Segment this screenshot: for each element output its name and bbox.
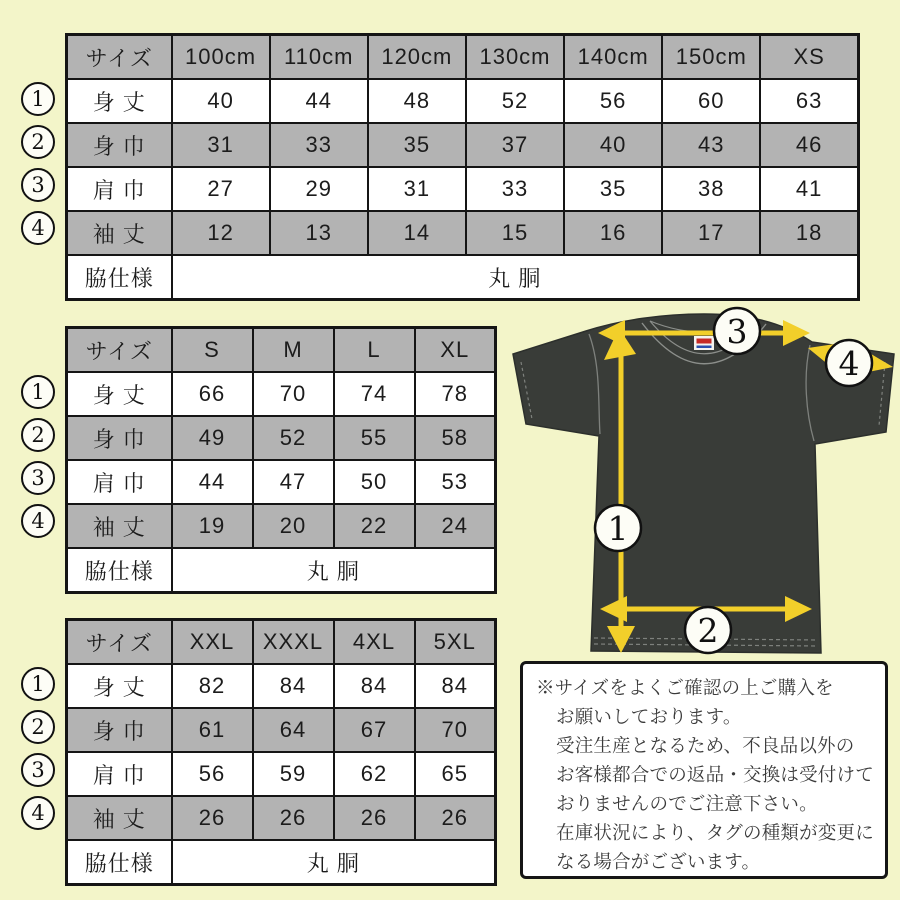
table-row [67, 752, 496, 796]
footer-value: 丸 胴 [172, 840, 496, 885]
value-cell: 63 [760, 79, 858, 123]
table-row [67, 664, 496, 708]
purchase-note [520, 661, 888, 879]
value-cell: 24 [415, 504, 496, 548]
row-label: 身 巾 [67, 416, 172, 460]
table-row [67, 167, 859, 211]
brand-tag [694, 336, 714, 350]
footer-value: 丸 胴 [172, 548, 496, 593]
purchase-note-lines [536, 673, 873, 876]
value-cell: 58 [415, 416, 496, 460]
value-cell: 13 [270, 211, 368, 255]
row-marker-1: 1 [21, 375, 55, 409]
diagram-marker-1: 1 [607, 509, 629, 548]
value-cell: 35 [368, 123, 466, 167]
header-cell: S [172, 328, 253, 373]
value-cell: 70 [253, 372, 334, 416]
header-cell: 5XL [415, 620, 496, 665]
table-row [67, 372, 496, 416]
value-cell: 22 [334, 504, 415, 548]
row-label: 身 丈 [67, 664, 172, 708]
header-cell: M [253, 328, 334, 373]
value-cell: 19 [172, 504, 253, 548]
diagram-marker-2: 2 [697, 611, 719, 650]
value-cell: 46 [760, 123, 858, 167]
row-marker-2: 2 [21, 125, 55, 159]
row-label: 肩 巾 [67, 167, 172, 211]
value-cell: 50 [334, 460, 415, 504]
diagram-marker-4: 4 [838, 344, 860, 383]
diagram-marker-3: 3 [726, 312, 748, 351]
value-cell: 33 [270, 123, 368, 167]
row-label: 肩 巾 [67, 752, 172, 796]
value-cell: 53 [415, 460, 496, 504]
table-row [67, 796, 496, 840]
table-footer-row [67, 840, 496, 885]
value-cell: 78 [415, 372, 496, 416]
row-marker-3: 3 [21, 753, 55, 787]
value-cell: 40 [172, 79, 270, 123]
row-marker-3: 3 [21, 461, 55, 495]
row-marker-3: 3 [21, 168, 55, 202]
row-label: 身 巾 [67, 708, 172, 752]
value-cell: 66 [172, 372, 253, 416]
value-cell: 65 [415, 752, 496, 796]
value-cell: 12 [172, 211, 270, 255]
value-cell: 61 [172, 708, 253, 752]
row-marker-4: 4 [21, 211, 55, 245]
value-cell: 56 [564, 79, 662, 123]
size-table-s-xl-wrap [65, 326, 497, 594]
table-row [67, 708, 496, 752]
value-cell: 40 [564, 123, 662, 167]
value-cell: 35 [564, 167, 662, 211]
header-cell: XL [415, 328, 496, 373]
table-footer-row [67, 255, 859, 300]
value-cell: 29 [270, 167, 368, 211]
value-cell: 31 [368, 167, 466, 211]
header-cell: 110cm [270, 35, 368, 80]
value-cell: 41 [760, 167, 858, 211]
row-marker-1: 1 [21, 667, 55, 701]
footer-label: 脇仕様 [67, 840, 172, 885]
row-label: 身 丈 [67, 79, 172, 123]
table-row [67, 123, 859, 167]
value-cell: 56 [172, 752, 253, 796]
value-cell: 33 [466, 167, 564, 211]
footer-label: 脇仕様 [67, 548, 172, 593]
row-marker-4: 4 [21, 504, 55, 538]
table-row [67, 79, 859, 123]
value-cell: 74 [334, 372, 415, 416]
header-cell: サイズ [67, 620, 172, 665]
value-cell: 17 [662, 211, 760, 255]
value-cell: 48 [368, 79, 466, 123]
table-row [67, 460, 496, 504]
header-cell: 130cm [466, 35, 564, 80]
value-cell: 27 [172, 167, 270, 211]
row-label: 身 丈 [67, 372, 172, 416]
value-cell: 26 [172, 796, 253, 840]
tshirt-diagram [500, 306, 900, 668]
value-cell: 52 [253, 416, 334, 460]
header-cell: サイズ [67, 35, 172, 80]
size-table-kids-wrap [65, 33, 860, 301]
value-cell: 26 [415, 796, 496, 840]
size-table-xxl-5xl [65, 618, 497, 886]
value-cell: 15 [466, 211, 564, 255]
row-marker-2: 2 [21, 710, 55, 744]
value-cell: 55 [334, 416, 415, 460]
header-cell: XXL [172, 620, 253, 665]
row-marker-1: 1 [21, 82, 55, 116]
value-cell: 84 [415, 664, 496, 708]
value-cell: 59 [253, 752, 334, 796]
value-cell: 84 [253, 664, 334, 708]
note-line: 在庫状況により、タグの種類が変更に [556, 822, 874, 843]
value-cell: 52 [466, 79, 564, 123]
value-cell: 84 [334, 664, 415, 708]
row-label: 肩 巾 [67, 460, 172, 504]
value-cell: 16 [564, 211, 662, 255]
note-line: ※サイズをよくご確認の上ご購入を [536, 677, 834, 698]
size-table-xxl-5xl-wrap [65, 618, 497, 886]
value-cell: 26 [334, 796, 415, 840]
value-cell: 62 [334, 752, 415, 796]
value-cell: 26 [253, 796, 334, 840]
value-cell: 64 [253, 708, 334, 752]
header-cell: サイズ [67, 328, 172, 373]
value-cell: 49 [172, 416, 253, 460]
row-label: 袖 丈 [67, 796, 172, 840]
note-line: おりませんのでご注意下さい。 [556, 793, 818, 814]
value-cell: 43 [662, 123, 760, 167]
row-label: 袖 丈 [67, 504, 172, 548]
row-marker-2: 2 [21, 418, 55, 452]
size-table-kids-xs [65, 33, 860, 301]
value-cell: 20 [253, 504, 334, 548]
header-cell: L [334, 328, 415, 373]
footer-label: 脇仕様 [67, 255, 172, 300]
value-cell: 38 [662, 167, 760, 211]
header-cell: 120cm [368, 35, 466, 80]
value-cell: 47 [253, 460, 334, 504]
table-row [67, 504, 496, 548]
note-line: 受注生産となるため、不良品以外の [556, 735, 855, 756]
value-cell: 37 [466, 123, 564, 167]
header-cell: 150cm [662, 35, 760, 80]
header-cell: 100cm [172, 35, 270, 80]
value-cell: 18 [760, 211, 858, 255]
header-cell: XS [760, 35, 858, 80]
value-cell: 31 [172, 123, 270, 167]
note-line: お願いしております。 [556, 706, 742, 727]
value-cell: 44 [172, 460, 253, 504]
value-cell: 70 [415, 708, 496, 752]
table-row [67, 211, 859, 255]
row-label: 身 巾 [67, 123, 172, 167]
header-cell: 4XL [334, 620, 415, 665]
table-row [67, 416, 496, 460]
value-cell: 67 [334, 708, 415, 752]
header-cell: XXXL [253, 620, 334, 665]
value-cell: 60 [662, 79, 760, 123]
value-cell: 14 [368, 211, 466, 255]
table-footer-row [67, 548, 496, 593]
size-table-s-xl [65, 326, 497, 594]
header-cell: 140cm [564, 35, 662, 80]
note-line: なる場合がございます。 [556, 851, 761, 872]
value-cell: 44 [270, 79, 368, 123]
value-cell: 82 [172, 664, 253, 708]
row-marker-4: 4 [21, 796, 55, 830]
row-label: 袖 丈 [67, 211, 172, 255]
footer-value: 丸 胴 [172, 255, 859, 300]
note-line: お客様都合での返品・交換は受付けて [556, 764, 874, 785]
